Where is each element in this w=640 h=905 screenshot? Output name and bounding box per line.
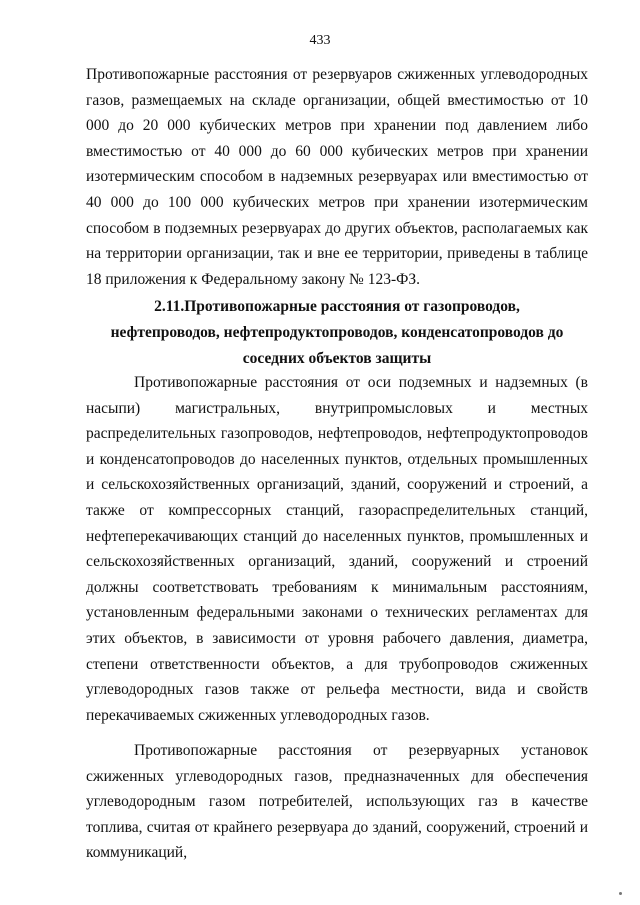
page-number: 433 (309, 33, 331, 48)
section-heading-line: соседних объектов защиты (242, 350, 432, 367)
section-heading-line: 2.11.Противопожарные расстояния от газопроводов, (154, 298, 520, 315)
section-heading (86, 294, 588, 372)
scan-mark (619, 892, 622, 895)
paragraph-tank-installations: Противопожарные расстояния от резервуарных установок сжиженных углеводородных газов, предназначенных для обеспечения углеводородным газом потребителей, использующих газ в качестве топлива, считая от крайнего резервуара до зданий, сооружений, строений и коммуникаций, (86, 742, 588, 862)
paragraph-pipeline-distances: Противопожарные расстояния от оси подземных и надземных (в насыпи) магистральных, внутрипромысловых и местных распределительных газопроводов, нефтепроводов, нефтепродуктопроводов и конденсатопроводов до населенных пунктов, отдельных промышленных и сельскохозяйственных организаций, зданий, сооружений и строений, а также от компрессорных станций, газораспределительных станций, нефтеперекачивающих станций до населенных пунктов, промышленных и сельскохозяйственных организаций, зданий, сооружений и строений должны соответствовать требованиям к минимальным расстояниям, установленным федеральными законами о технических регламентах для этих объектов, в зависимости от уровня рабочего давления, диаметра, степени ответственности объектов, а для трубопроводов сжиженных углеводородных газов также от рельефа местности, вида и свойств перекачиваемых сжиженных углеводородных газов. (86, 374, 588, 724)
section-heading-line: нефтепроводов, нефтепродуктопроводов, конденсатопроводов до (110, 324, 564, 341)
paragraph-storage-distances: Противопожарные расстояния от резервуаров сжиженных углеводородных газов, размещаемых на складе организации, общей вместимостью от 10 000 до 20 000 кубических метров при хранении под давлением либо вместимостью от 40 000 до 60 000 кубических метров при хранении изотермическим способом в надземных резервуарах или вместимостью от 40 000 до 100 000 кубических метров при хранении изотермическим способом в подземных резервуарах до других объектов, располагаемых как на территории организации, так и вне ее территории, приведены в таблице 18 приложения к Федеральному закону № 123-ФЗ. (86, 66, 588, 288)
